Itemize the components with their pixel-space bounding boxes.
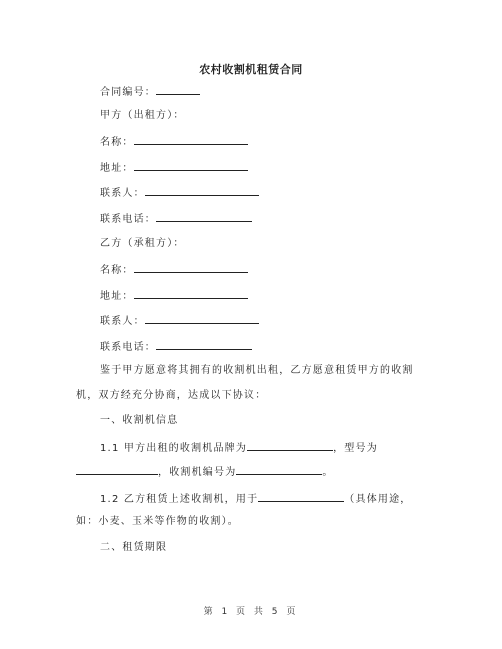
party-b-heading: 乙方（承租方）：: [100, 238, 185, 249]
party-b-address-label: 地址：: [100, 291, 134, 302]
party-a-contact-label: 联系人：: [100, 188, 145, 199]
party-b-address-line: [100, 288, 248, 304]
intro-paragraph-line-2: 机，双方经充分协商，达成以下协议：: [76, 390, 267, 401]
clause-1-2-line-1: [100, 491, 412, 507]
party-b-address-blank: [134, 288, 248, 299]
party-b-phone-label: 联系电话：: [100, 342, 156, 353]
purpose-blank: [258, 491, 344, 502]
clause-1-1-number-label: ，收割机编号为: [158, 467, 237, 478]
brand-blank: [247, 440, 333, 451]
clause-1-1-line-2: [76, 464, 334, 480]
clause-1-1-model-label: ，型号为: [333, 443, 378, 454]
party-b-phone-line: [100, 339, 252, 355]
contract-number-label: 合同编号：: [100, 87, 156, 98]
clause-1-1-brand-label: 1.1 甲方出租的收割机品牌为: [100, 443, 248, 454]
party-b-name-line: [100, 262, 248, 278]
document-title: 农村收割机租赁合同: [199, 63, 303, 76]
party-a-phone-line: [100, 211, 252, 227]
contract-number-line: [100, 84, 200, 100]
party-a-name-blank: [134, 134, 248, 145]
clause-1-2-purpose-label: 1.2 乙方租赁上述收割机，用于: [100, 494, 259, 505]
party-a-address-label: 地址：: [100, 163, 134, 174]
party-a-address-line: [100, 160, 248, 176]
party-a-phone-blank: [156, 211, 252, 222]
contract-number-blank: [156, 84, 200, 95]
party-a-contact-line: [100, 185, 259, 201]
party-b-name-label: 名称：: [100, 265, 134, 276]
party-b-contact-label: 联系人：: [100, 316, 145, 327]
party-b-contact-line: [100, 313, 259, 329]
clause-1-2-line-2: 如：小麦、玉米等作物的收割）。: [76, 516, 239, 527]
intro-paragraph-line-1: 鉴于甲方愿意将其拥有的收割机出租，乙方愿意租赁甲方的收割: [100, 365, 414, 376]
party-a-address-blank: [134, 160, 248, 171]
party-a-name-line: [100, 134, 248, 150]
clause-1-1-end: 。: [322, 467, 334, 478]
clause-1-2-purpose-note: （具体用途，: [344, 494, 412, 505]
party-a-heading: 甲方（出租方）：: [100, 110, 185, 121]
machine-number-blank: [236, 464, 322, 475]
party-b-name-blank: [134, 262, 248, 273]
section-1-heading: 一、收割机信息: [100, 415, 179, 426]
party-a-name-label: 名称：: [100, 137, 134, 148]
clause-1-1-line-1: [100, 440, 378, 456]
party-a-phone-label: 联系电话：: [100, 214, 156, 225]
party-b-contact-blank: [145, 313, 259, 324]
party-b-phone-blank: [156, 339, 252, 350]
section-2-heading: 二、租赁期限: [100, 542, 168, 553]
party-a-contact-blank: [145, 185, 259, 196]
model-blank: [76, 464, 158, 475]
page-footer: 第 1 页 共 5 页: [203, 607, 299, 617]
